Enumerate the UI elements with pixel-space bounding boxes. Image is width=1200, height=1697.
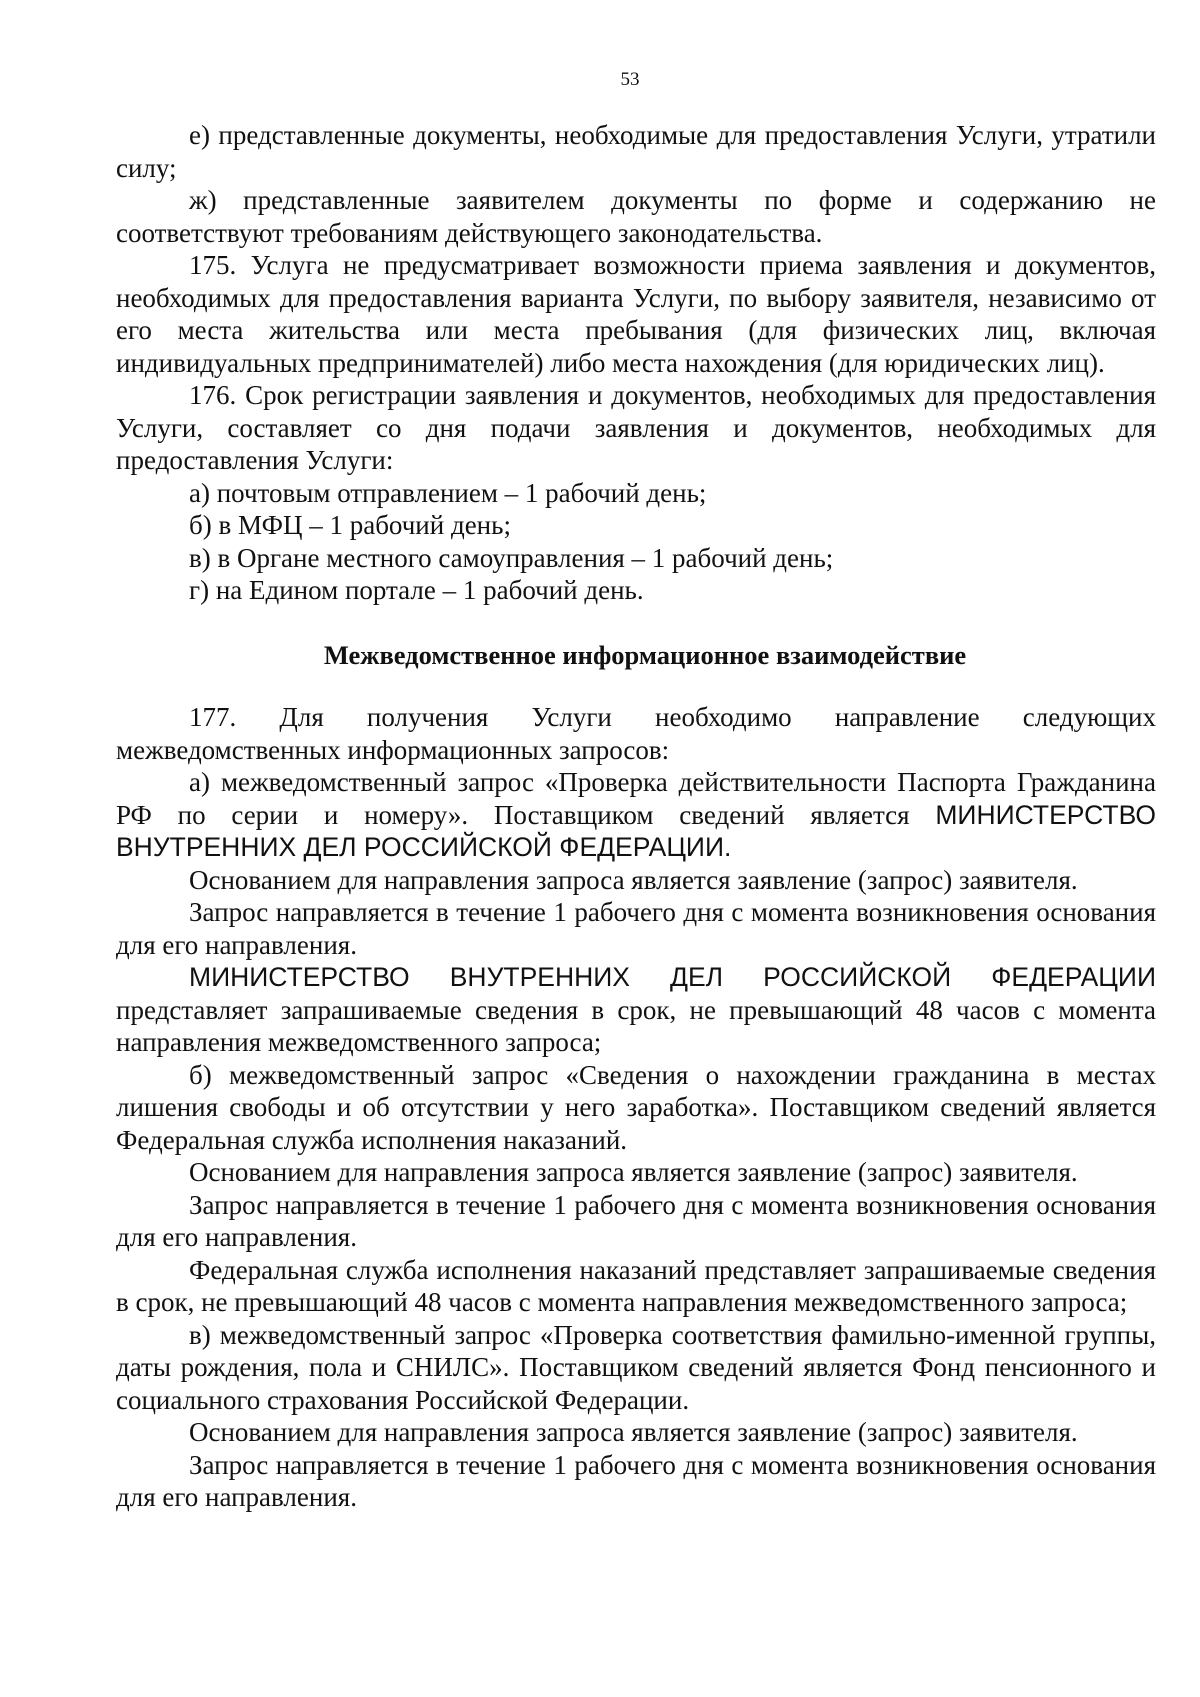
paragraph-177: 177. Для получения Услуги необходимо направление следующих межведомственных информационных запросов: [116, 702, 1156, 765]
basis-a: Основанием для направления запроса является заявление (запрос) заявителя. [189, 864, 1078, 895]
request-a-supplier: МИНИСТЕРСТВО ВНУТРЕННИХ ДЕЛ РОССИЙСКОЙ ФЕДЕРАЦИИ. [116, 799, 1156, 862]
request-a-text: а) межведомственный запрос «Проверка действительности Паспорта Гражданина РФ по серии и номеру». Поставщиком сведений является [116, 767, 1156, 830]
request-c: в) межведомственный запрос «Проверка соответствия фамильно-именной группы, даты рождения, пола и СНИЛС». Поставщиком сведений является Фонд пенсионного и социального страхования Российской Федерации. [116, 1319, 1156, 1415]
timing-b: Запрос направляется в течение 1 рабочего дня с момента возникновения основания для его направления. [116, 1189, 1156, 1252]
paragraph-176: 176. Срок регистрации заявления и документов, необходимых для предоставления Услуги, составляет со дня подачи заявления и документов, необходимых для предоставления Услуги: [116, 380, 1156, 475]
list-item-v: в) в Органе местного самоуправления – 1 рабочий день; [189, 542, 834, 573]
paragraph-item-e: е) представленные документы, необходимые для предоставления Услуги, утратили силу; [116, 120, 1156, 183]
page-number: 53 [620, 69, 640, 90]
response-a-text: представляет запрашиваемые сведения в срок, не превышающий 48 часов с момента направления межведомственного запроса; [116, 994, 1156, 1057]
request-a [116, 766, 1156, 864]
response-a-org: МИНИСТЕРСТВО ВНУТРЕННИХ ДЕЛ РОССИЙСКОЙ ФЕДЕРАЦИИ [189, 962, 1156, 992]
list-item-a: а) почтовым отправлением – 1 рабочий день; [189, 477, 707, 508]
response-a [116, 961, 1156, 1059]
document-body [116, 119, 1156, 1514]
request-b: б) межведомственный запрос «Сведения о нахождении гражданина в местах лишения свободы и об отсутствии у него заработка». Поставщиком сведений является Федеральная служба исполнения наказаний. [116, 1059, 1156, 1155]
basis-b: Основанием для направления запроса является заявление (запрос) заявителя. [189, 1157, 1078, 1187]
list-item-g: г) на Едином портале – 1 рабочий день. [189, 575, 644, 605]
list-item-b: б) в МФЦ – 1 рабочий день; [189, 510, 511, 540]
section-heading: Межведомственное информационное взаимодействие [323, 639, 967, 670]
paragraph-item-zh: ж) представленные заявителем документы по форме и содержанию не соответствуют требованиям действующего законодательства. [116, 185, 1156, 248]
basis-c: Основанием для направления запроса является заявление (запрос) заявителя. [189, 1417, 1078, 1447]
response-b: Федеральная служба исполнения наказаний представляет запрашиваемые сведения в срок, не превышающий 48 часов с момента направления межведомственного запроса; [116, 1254, 1156, 1317]
timing-c: Запрос направляется в течение 1 рабочего дня с момента возникновения основания для его направления. [116, 1449, 1156, 1512]
timing-a: Запрос направляется в течение 1 рабочего дня с момента возникновения основания для его направления. [116, 897, 1156, 960]
paragraph-175: 175. Услуга не предусматривает возможности приема заявления и документов, необходимых для предоставления варианта Услуги, по выбору заявителя, независимо от его места жительства или места пребывания (для физических лиц, включая индивидуальных предпринимателей) либо места нахождения (для юридических лиц). [116, 250, 1156, 378]
